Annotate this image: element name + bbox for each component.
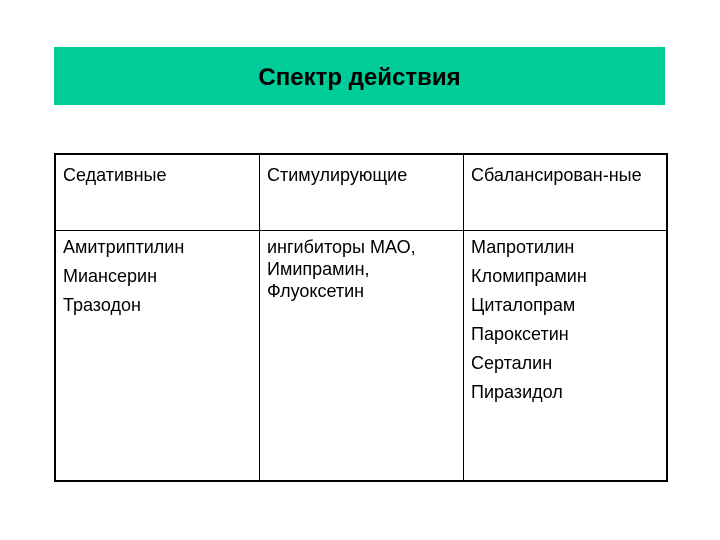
title-banner — [54, 47, 665, 105]
cell-sedative-drugs — [55, 231, 260, 482]
list-item: Флуоксетин — [267, 281, 365, 301]
list-item: Пиразидол — [471, 382, 563, 402]
header-cell-sedative — [55, 154, 260, 231]
list-item: Серталин — [471, 353, 553, 373]
list-item: ингибиторы МАО, — [267, 237, 416, 257]
list-item: Кломипрамин — [471, 266, 587, 286]
list-item: Мапротилин — [471, 237, 575, 257]
drug-classification-table — [54, 153, 668, 482]
cell-stimulating-drugs — [260, 231, 464, 482]
page-title: Спектр действия — [258, 64, 461, 91]
list-item: Миансерин — [63, 266, 158, 286]
table-header-row — [55, 154, 667, 231]
header-stimulating: Стимулирующие — [267, 165, 408, 185]
list-item: Циталопрам — [471, 295, 576, 315]
table-row — [55, 231, 667, 482]
list-item: Пароксетин — [471, 324, 569, 344]
cell-balanced-drugs — [464, 231, 668, 482]
list-item: Имипрамин, — [267, 259, 370, 279]
header-sedative: Седативные — [63, 165, 167, 185]
header-balanced: Сбалансирован-ные — [471, 165, 642, 185]
header-cell-balanced — [464, 154, 668, 231]
list-item: Амитриптилин — [63, 237, 185, 257]
header-cell-stimulating — [260, 154, 464, 231]
list-item: Тразодон — [63, 295, 141, 315]
